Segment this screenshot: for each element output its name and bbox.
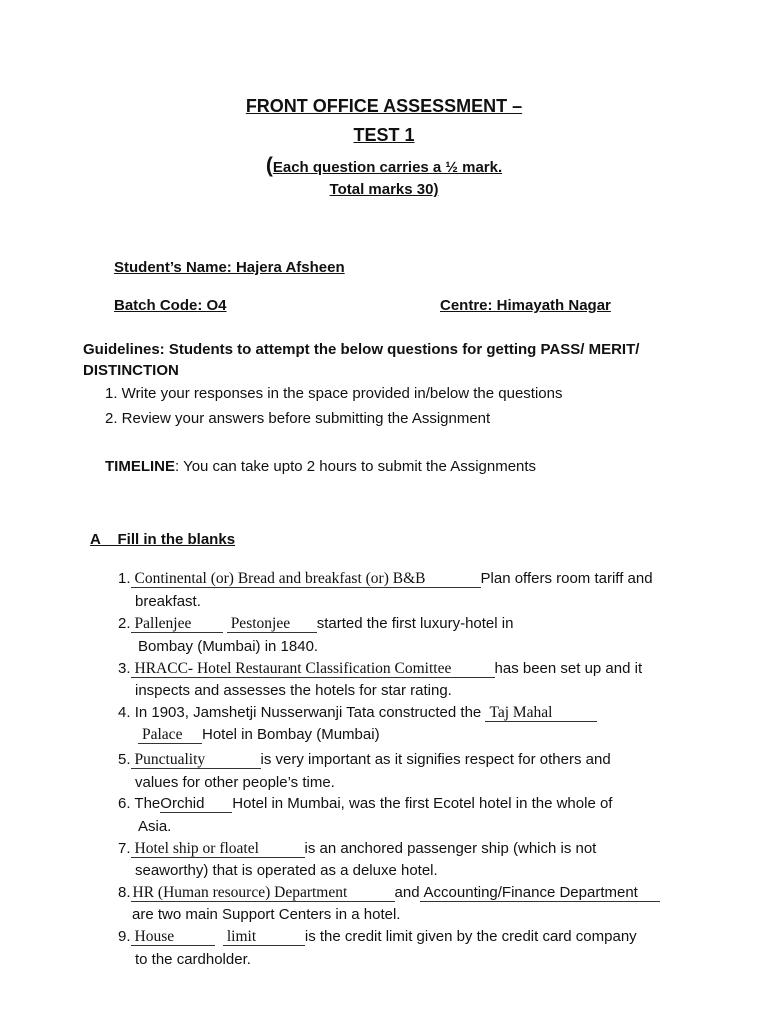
timeline-text: : You can take upto 2 hours to submit the Assignments: [175, 458, 537, 475]
answer-blank: HR (Human resource) Department: [131, 885, 395, 902]
question-text: Hotel in Mumbai, was the first Ecotel hotel in the whole of: [232, 795, 613, 812]
question-number: 2.: [118, 615, 131, 632]
question-9: [118, 926, 637, 948]
question-number: 5.: [118, 751, 131, 768]
answer-blank: House: [131, 929, 215, 946]
question-number: 1.: [118, 570, 131, 587]
question-number: 8.: [118, 884, 131, 901]
question-text: In 1903, Jamshetji Nusserwanji Tata constructed the: [134, 704, 482, 721]
answer-blank: Pestonjee: [227, 616, 317, 633]
question-4: [118, 702, 597, 724]
guideline-item: 1. Write your responses in the space provided in/below the questions: [105, 385, 563, 402]
answer-blank: limit: [223, 929, 305, 946]
question-7: [118, 838, 596, 860]
section-title: Fill in the blanks: [117, 531, 236, 548]
subtitle-text: Each question carries a ½ mark.: [272, 159, 503, 176]
question-4-line-2: [138, 724, 380, 746]
question-9-line-2: to the cardholder.: [135, 951, 251, 968]
centre: Centre: Himayath Nagar: [440, 297, 611, 314]
answer-blank: HRACC- Hotel Restaurant Classification Comittee: [131, 661, 495, 678]
answer-blank: Punctuality: [131, 752, 261, 769]
question-number: 6.: [118, 795, 131, 812]
timeline: [105, 458, 536, 475]
question-2-line-2: Bombay (Mumbai) in 1840.: [138, 638, 319, 655]
question-text: is an anchored passenger ship (which is not: [304, 840, 597, 857]
question-8-line-2: are two main Support Centers in a hotel.: [132, 906, 401, 923]
guideline-item: 2. Review your answers before submitting the Assignment: [105, 410, 491, 427]
answer-blank: Palace: [138, 727, 202, 744]
question-3-line-2: inspects and assesses the hotels for star rating.: [135, 682, 452, 699]
question-3: [118, 658, 642, 680]
answer-blank: Continental (or) Bread and breakfast (or) B&B: [131, 571, 481, 588]
answer-blank: Hotel ship or floatel: [131, 841, 305, 858]
answer-blank: Accounting/Finance Department: [420, 885, 660, 902]
question-6: [118, 793, 612, 815]
title-line-2: TEST 1: [353, 125, 415, 145]
question-text: The: [134, 795, 161, 812]
answer-blank: Taj Mahal: [485, 705, 597, 722]
section-a-heading: [90, 531, 235, 548]
question-number: 7.: [118, 840, 131, 857]
question-text: started the first luxury-hotel in: [316, 615, 514, 632]
student-name: Student’s Name: Hajera Afsheen: [114, 259, 345, 276]
question-text: is very important as it signifies respect for others and: [260, 751, 611, 768]
question-number: 4.: [118, 704, 131, 721]
answer-blank: Pallenjee: [131, 616, 223, 633]
question-6-line-2: Asia.: [138, 818, 172, 835]
subtitle-paren: (: [265, 154, 273, 177]
question-2: [118, 613, 513, 635]
guidelines-heading: Guidelines: Students to attempt the below questions for getting PASS/ MERIT/: [83, 341, 640, 358]
timeline-label: TIMELINE: [105, 458, 175, 475]
question-text: has been set up and it: [494, 660, 643, 677]
question-text: Hotel in Bombay (Mumbai): [202, 726, 380, 743]
batch-code: Batch Code: O4: [114, 297, 227, 314]
question-text: is the credit limit given by the credit card company: [304, 928, 637, 945]
question-number: 9.: [118, 928, 131, 945]
question-7-line-2: seaworthy) that is operated as a deluxe hotel.: [135, 862, 438, 879]
title-line-1: FRONT OFFICE ASSESSMENT –: [245, 96, 523, 116]
subtitle-line-1: [0, 154, 768, 178]
question-number: 3.: [118, 660, 131, 677]
section-letter: A: [90, 531, 101, 548]
question-1: [118, 568, 653, 590]
question-8: [118, 882, 660, 904]
question-1-line-2: breakfast.: [135, 593, 201, 610]
question-text: Plan offers room tariff and: [480, 570, 653, 587]
guidelines-heading-cont: DISTINCTION: [83, 362, 179, 379]
question-5-line-2: values for other people’s time.: [135, 774, 335, 791]
question-5: [118, 749, 611, 771]
subtitle-line-2: Total marks 30): [329, 181, 439, 198]
question-text: and: [394, 884, 420, 901]
answer-blank: Orchid: [160, 796, 232, 813]
